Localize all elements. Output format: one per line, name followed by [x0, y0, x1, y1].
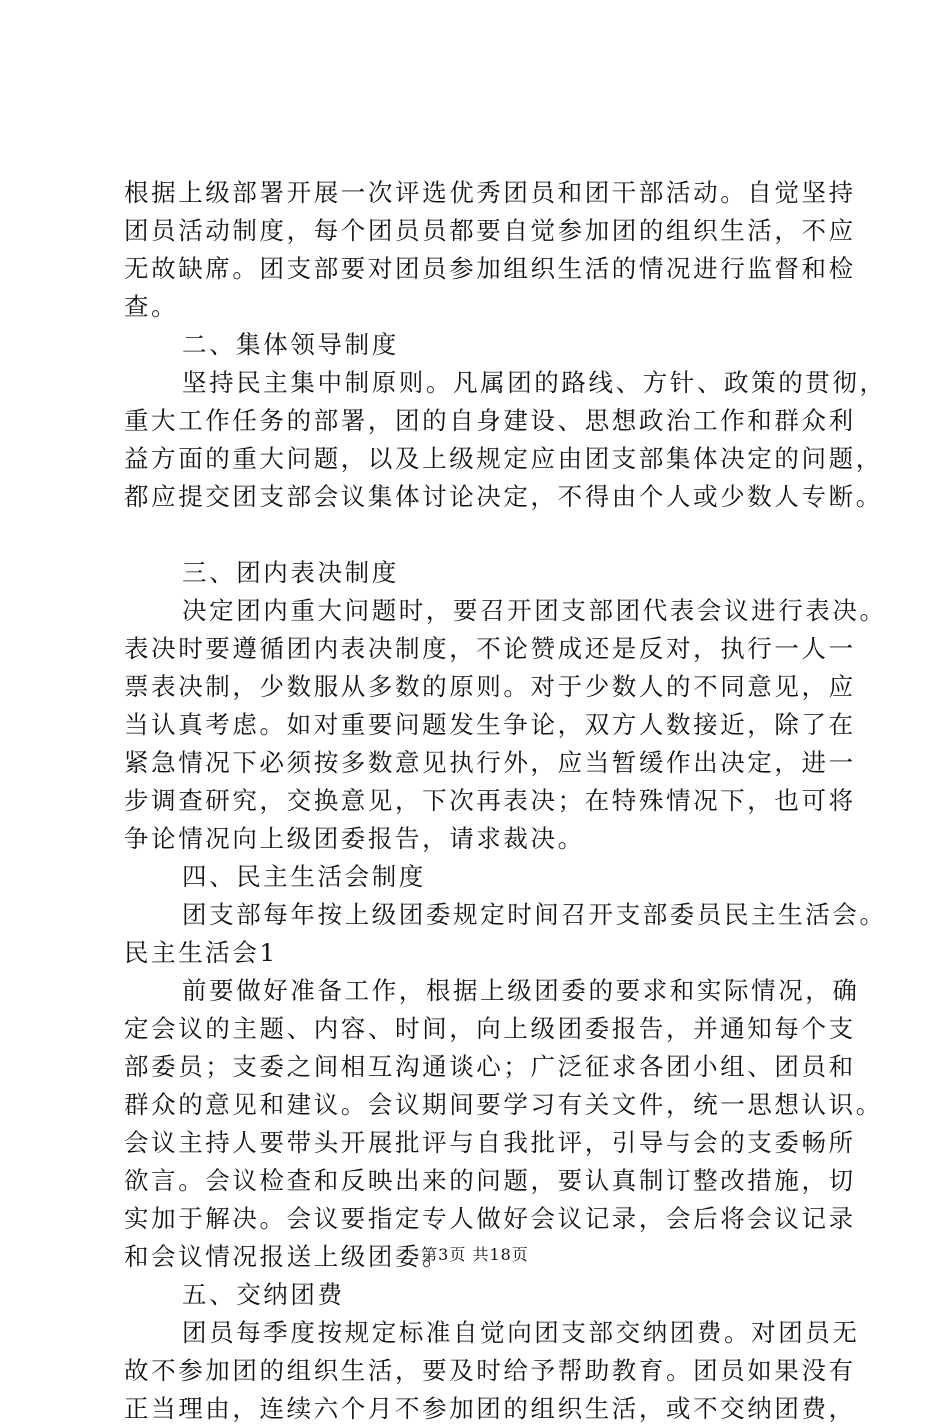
text-line: 票表决制，少数服从多数的原则。对于少数人的不同意见，应: [124, 672, 856, 701]
text-line: 故不参加团的组织生活，要及时给予帮助教育。团员如果没有: [124, 1356, 856, 1385]
text-line: 二、集体领导制度: [182, 330, 399, 359]
text-line: 团员每季度按规定标准自觉向团支部交纳团费。对团员无: [182, 1318, 860, 1347]
text-line: 五、交纳团费: [182, 1280, 345, 1309]
text-line: 四、民主生活会制度: [182, 862, 426, 891]
text-line: 根据上级部署开展一次评选优秀团员和团干部活动。自觉坚持: [124, 178, 856, 207]
text-line: 决定团内重大问题时，要召开团支部团代表会议进行表决。: [182, 596, 887, 625]
text-line: 三、团内表决制度: [182, 558, 399, 587]
text-line: 会议主持人要带头开展批评与自我批评，引导与会的支委畅所: [124, 1128, 856, 1157]
text-line: 都应提交团支部会议集体讨论决定，不得由个人或少数人专断。: [124, 482, 883, 511]
text-line: 坚持民主集中制原则。凡属团的路线、方针、政策的贯彻，: [182, 368, 887, 397]
text-line: 定会议的主题、内容、时间，向上级团委报告，并通知每个支: [124, 1014, 856, 1043]
text-line: 查。: [124, 292, 179, 321]
text-line: 前要做好准备工作，根据上级团委的要求和实际情况，确: [182, 976, 860, 1005]
text-line: 实加于解决。会议要指定专人做好会议记录，会后将会议记录: [124, 1204, 856, 1233]
text-line: 群众的意见和建议。会议期间要学习有关文件，统一思想认识。: [124, 1090, 883, 1119]
text-line: 重大工作任务的部署，团的自身建设、思想政治工作和群众利: [124, 406, 856, 435]
blank-line: [124, 516, 836, 554]
text-line: 团支部每年按上级团委规定时间召开支部委员民主生活会。: [182, 900, 887, 929]
text-line: 民主生活会1: [124, 938, 278, 967]
text-line: 团员活动制度，每个团员员都要自觉参加团的组织生活，不应: [124, 216, 856, 245]
text-line: 表决时要遵循团内表决制度，不论赞成还是反对，执行一人一: [124, 634, 856, 663]
page-footer: 第3页 共18页: [421, 1245, 529, 1264]
document-body: [124, 174, 887, 1428]
text-line: 欲言。会议检查和反映出来的问题，要认真制订整改措施，切: [124, 1166, 856, 1195]
text-line: 部委员；支委之间相互沟通谈心；广泛征求各团小组、团员和: [124, 1052, 856, 1081]
text-line: 正当理由，连续六个月不参加团的组织生活，或不交纳团费，: [124, 1394, 856, 1423]
text-line: 无故缺席。团支部要对团员参加组织生活的情况进行监督和检: [124, 254, 856, 283]
text-line: 步调查研究，交换意见，下次再表决；在特殊情况下，也可将: [124, 786, 856, 815]
text-line: 争论情况向上级团委报告，请求裁决。: [124, 824, 585, 853]
text-line: 当认真考虑。如对重要问题发生争论，双方人数接近，除了在: [124, 710, 856, 739]
text-line: 紧急情况下必须按多数意见执行外，应当暂缓作出决定，进一: [124, 748, 856, 777]
text-line: 和会议情况报送上级团委。: [124, 1242, 450, 1271]
text-line: 益方面的重大问题，以及上级规定应由团支部集体决定的问题，: [124, 444, 883, 473]
